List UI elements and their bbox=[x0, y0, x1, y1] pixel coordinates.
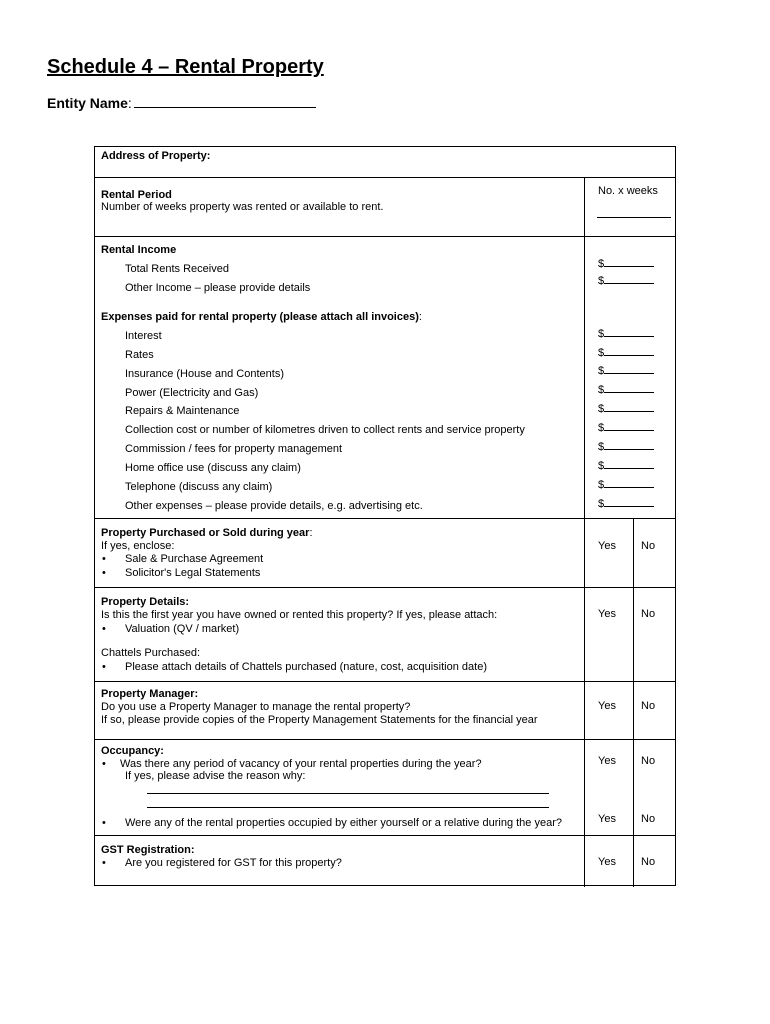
expense-item: Rates bbox=[125, 349, 154, 361]
purchased-heading: Property Purchased or Sold during year bbox=[101, 527, 310, 539]
expense-amount-field[interactable] bbox=[598, 401, 654, 416]
expense-item: Power (Electricity and Gas) bbox=[125, 387, 259, 399]
purchased-bullet: Sale & Purchase Agreement bbox=[125, 553, 264, 565]
occupancy-bullet: Were any of the rental properties occupied by either yourself or a relative during the year? bbox=[125, 817, 562, 829]
bullet-glyph: • bbox=[102, 661, 106, 673]
purchased-bullet: Solicitor's Legal Statements bbox=[125, 567, 261, 579]
purchased-line: If yes, enclose: bbox=[101, 540, 175, 552]
expense-item: Home office use (discuss any claim) bbox=[125, 462, 301, 474]
currency-symbol: $ bbox=[598, 365, 605, 377]
currency-symbol: $ bbox=[598, 384, 605, 396]
expense-amount-field[interactable] bbox=[598, 477, 654, 492]
expense-amount-field[interactable] bbox=[598, 458, 654, 473]
purchased-heading-wrap bbox=[101, 527, 313, 540]
entity-name-colon: : bbox=[127, 95, 132, 111]
entity-name-field[interactable] bbox=[47, 95, 316, 111]
yes-option[interactable]: Yes bbox=[598, 813, 616, 825]
gst-bullet: Are you registered for GST for this property? bbox=[125, 857, 342, 869]
rental-income-heading: Rental Income bbox=[101, 244, 177, 256]
manager-heading: Property Manager: bbox=[101, 688, 199, 700]
income-item: Other Income – please provide details bbox=[125, 282, 311, 294]
expense-item: Insurance (House and Contents) bbox=[125, 368, 284, 380]
income-amount-field[interactable] bbox=[598, 273, 654, 288]
rental-period-heading: Rental Period bbox=[101, 189, 172, 201]
no-option[interactable]: No bbox=[641, 813, 656, 825]
chattels-label: Chattels Purchased: bbox=[101, 647, 201, 659]
rental-form-table bbox=[94, 146, 676, 886]
no-option[interactable]: No bbox=[641, 755, 656, 767]
entity-name-blank[interactable] bbox=[134, 95, 316, 108]
no-option[interactable]: No bbox=[641, 700, 656, 712]
expense-item: Other expenses – please provide details, e.g. advertising etc. bbox=[125, 500, 423, 512]
details-line: Is this the first year you have owned or rented this property? If yes, please attach: bbox=[101, 609, 498, 621]
expense-amount-field[interactable] bbox=[598, 439, 654, 454]
rental-period-text: Number of weeks property was rented or available to rent. bbox=[101, 201, 384, 213]
expense-amount-field[interactable] bbox=[598, 326, 654, 341]
currency-symbol: $ bbox=[598, 441, 605, 453]
expenses-heading-colon: : bbox=[418, 311, 422, 323]
expense-amount-field[interactable] bbox=[598, 382, 654, 397]
yes-option[interactable]: Yes bbox=[598, 608, 616, 620]
bullet-glyph: • bbox=[102, 758, 106, 770]
expense-amount-field[interactable] bbox=[598, 345, 654, 360]
expense-amount-field[interactable] bbox=[598, 420, 654, 435]
yes-option[interactable]: Yes bbox=[598, 755, 616, 767]
weeks-input[interactable] bbox=[597, 217, 671, 218]
gst-heading: GST Registration: bbox=[101, 844, 195, 856]
reason-line[interactable] bbox=[147, 807, 549, 808]
no-option[interactable]: No bbox=[641, 856, 656, 868]
manager-line: Do you use a Property Manager to manage the rental property? bbox=[101, 701, 411, 713]
occupancy-bullet: Was there any period of vacancy of your rental properties during the year? bbox=[120, 758, 482, 770]
bullet-glyph: • bbox=[102, 567, 106, 579]
expense-amount-field[interactable] bbox=[598, 496, 654, 511]
entity-name-label: Entity Name bbox=[47, 95, 128, 111]
income-item: Total Rents Received bbox=[125, 263, 229, 275]
expense-item: Commission / fees for property management bbox=[125, 443, 343, 455]
currency-symbol: $ bbox=[598, 460, 605, 472]
no-option[interactable]: No bbox=[641, 540, 656, 552]
currency-symbol: $ bbox=[598, 275, 605, 287]
details-heading: Property Details: bbox=[101, 596, 190, 608]
expense-item: Telephone (discuss any claim) bbox=[125, 481, 273, 493]
currency-symbol: $ bbox=[598, 258, 605, 270]
purchased-heading-colon: : bbox=[309, 527, 313, 539]
weeks-label: No. x weeks bbox=[598, 185, 658, 197]
income-amount-field[interactable] bbox=[598, 256, 654, 271]
no-option[interactable]: No bbox=[641, 608, 656, 620]
occupancy-heading: Occupancy: bbox=[101, 745, 164, 757]
currency-symbol: $ bbox=[598, 422, 605, 434]
expense-item: Interest bbox=[125, 330, 162, 342]
bullet-glyph: • bbox=[102, 623, 106, 635]
occupancy-line: If yes, please advise the reason why: bbox=[125, 770, 306, 782]
expense-amount-field[interactable] bbox=[598, 363, 654, 378]
currency-symbol: $ bbox=[598, 403, 605, 415]
currency-symbol: $ bbox=[598, 328, 605, 340]
yes-option[interactable]: Yes bbox=[598, 700, 616, 712]
expense-item: Repairs & Maintenance bbox=[125, 405, 240, 417]
yes-option[interactable]: Yes bbox=[598, 540, 616, 552]
details-bullet: Please attach details of Chattels purchased (nature, cost, acquisition date) bbox=[125, 661, 487, 673]
page-title: Schedule 4 – Rental Property bbox=[47, 56, 324, 78]
expenses-heading: Expenses paid for rental property (please attach all invoices) bbox=[101, 311, 419, 323]
reason-line[interactable] bbox=[147, 793, 549, 794]
manager-line: If so, please provide copies of the Property Management Statements for the financial year bbox=[101, 714, 538, 726]
currency-symbol: $ bbox=[598, 347, 605, 359]
currency-symbol: $ bbox=[598, 498, 605, 510]
bullet-glyph: • bbox=[102, 817, 106, 829]
bullet-glyph: • bbox=[102, 857, 106, 869]
expenses-heading-wrap bbox=[101, 311, 422, 324]
details-bullet: Valuation (QV / market) bbox=[125, 623, 240, 635]
currency-symbol: $ bbox=[598, 479, 605, 491]
expense-item: Collection cost or number of kilometres driven to collect rents and service property bbox=[125, 424, 525, 436]
bullet-glyph: • bbox=[102, 553, 106, 565]
yes-option[interactable]: Yes bbox=[598, 856, 616, 868]
address-label: Address of Property: bbox=[101, 150, 211, 162]
